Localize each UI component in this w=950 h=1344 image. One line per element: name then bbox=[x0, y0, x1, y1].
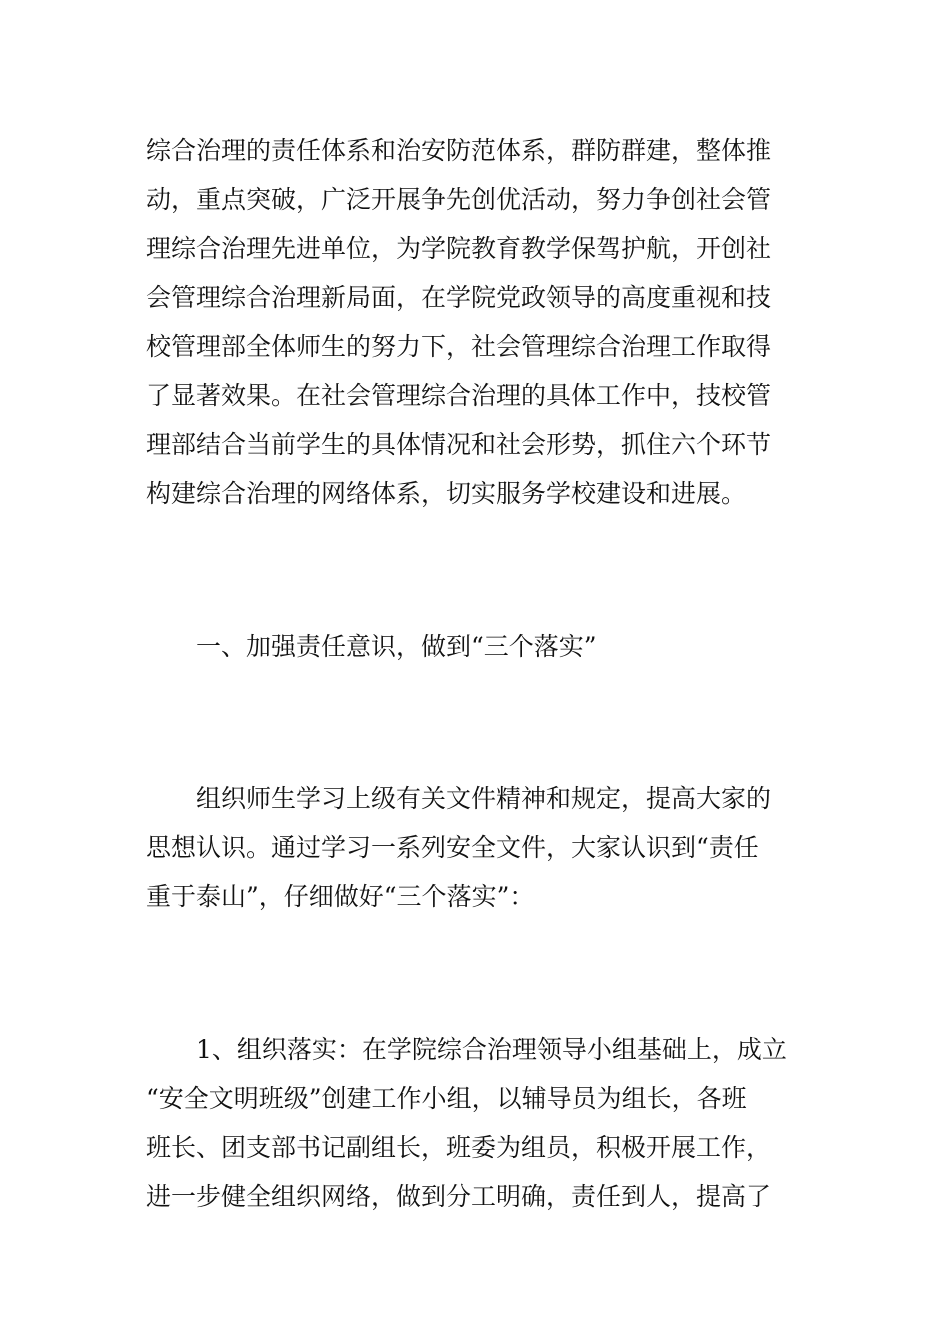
paragraph-line: 综合治理的责任体系和治安防范体系，群防群建，整体推 bbox=[146, 136, 772, 165]
paragraph-line: 校管理部全体师生的努力下，社会管理综合治理工作取得 bbox=[146, 332, 772, 361]
paragraph-line: 重于泰山”，仔细做好“三个落实”： bbox=[146, 882, 535, 911]
paragraph-line: 理部结合当前学生的具体情况和社会形势，抓住六个环节 bbox=[146, 430, 772, 459]
paragraph-line: “安全文明班级”创建工作小组，以辅导员为组长，各班 bbox=[146, 1084, 747, 1113]
heading-line: 一、加强责任意识，做到“三个落实” bbox=[196, 632, 597, 661]
paragraph-line: 思想认识。通过学习一系列安全文件，大家认识到“责任 bbox=[146, 833, 759, 862]
paragraph-line: 理综合治理先进单位，为学院教育教学保驾护航，开创社 bbox=[146, 234, 772, 263]
paragraph-line: 动，重点突破，广泛开展争先创优活动，努力争创社会管 bbox=[146, 185, 772, 214]
paragraph-line: 构建综合治理的网络体系，切实服务学校建设和进展。 bbox=[146, 479, 747, 508]
body-paragraph-3 bbox=[146, 1025, 806, 1221]
paragraph-line: 组织师生学习上级有关文件精神和规定，提高大家的 bbox=[196, 784, 772, 813]
paragraph-line: 了显著效果。在社会管理综合治理的具体工作中，技校管 bbox=[146, 381, 772, 410]
body-paragraph-2 bbox=[146, 774, 806, 921]
paragraph-line: 1、组织落实：在学院综合治理领导小组基础上，成立 bbox=[196, 1035, 787, 1064]
body-paragraph-1 bbox=[146, 126, 806, 518]
paragraph-line: 会管理综合治理新局面，在学院党政领导的高度重视和技 bbox=[146, 283, 772, 312]
paragraph-line: 进一步健全组织网络，做到分工明确，责任到人，提高了 bbox=[146, 1182, 772, 1211]
paragraph-line: 班长、团支部书记副组长，班委为组员，积极开展工作， bbox=[146, 1133, 772, 1162]
section-heading bbox=[146, 622, 806, 671]
